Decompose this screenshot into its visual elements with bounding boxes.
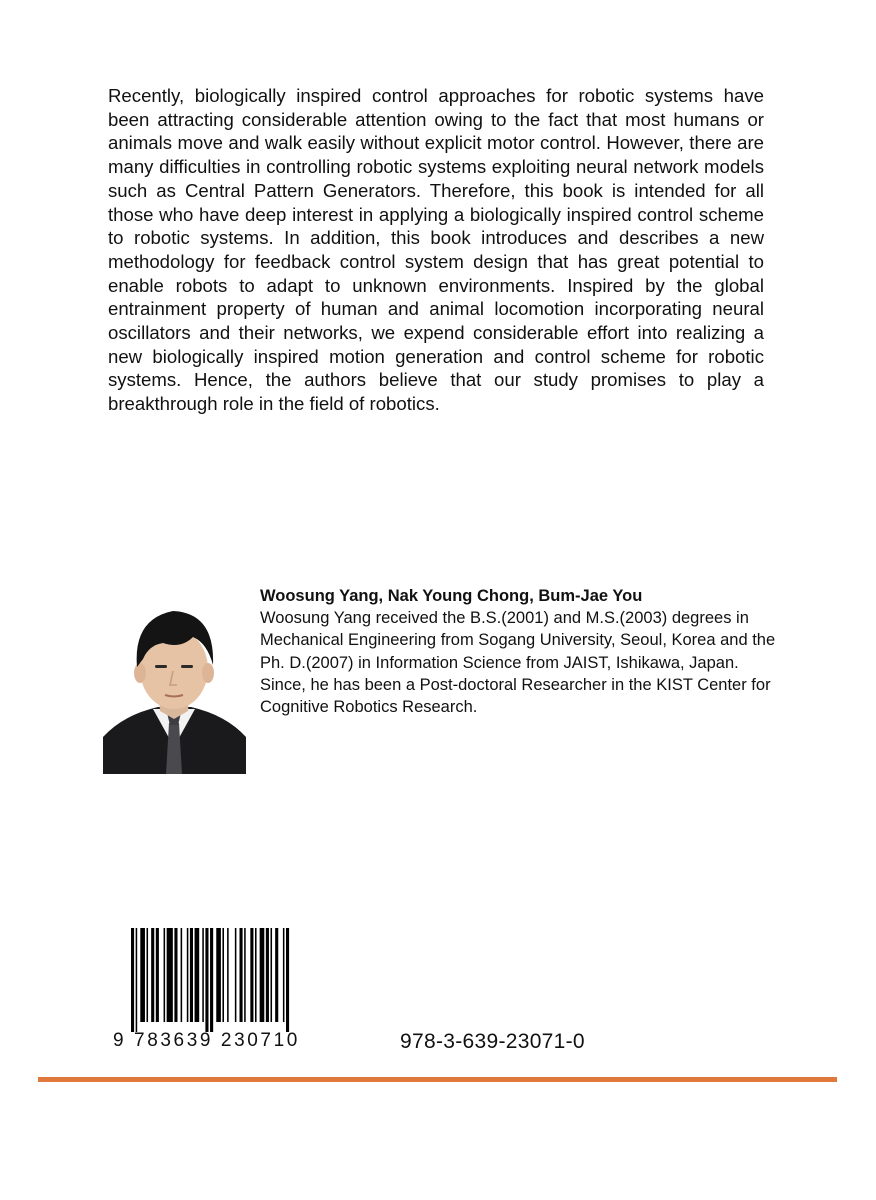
barcode-bar — [156, 928, 159, 1022]
barcode-bar — [174, 928, 177, 1022]
barcode-bar — [250, 928, 253, 1022]
barcode-bar — [195, 928, 200, 1022]
isbn-barcode — [113, 928, 363, 1058]
barcode-bar — [283, 928, 285, 1022]
isbn-number: 978-3-639-23071-0 — [400, 1030, 585, 1053]
barcode-bar — [227, 928, 229, 1022]
barcode-bar — [202, 928, 204, 1022]
barcode-bar — [205, 928, 208, 1032]
barcode-bar — [136, 928, 138, 1032]
barcode-bar — [216, 928, 221, 1022]
barcode-bar — [235, 928, 237, 1022]
author-photo — [103, 597, 246, 774]
barcode-bar — [140, 928, 145, 1022]
barcode-bar — [271, 928, 273, 1022]
barcode-digits: 9 783639 230710 — [113, 1030, 300, 1051]
barcode-bar — [187, 928, 189, 1022]
barcode-bar — [147, 928, 149, 1022]
barcode-bars — [113, 928, 363, 1032]
barcode-bar — [275, 928, 278, 1022]
barcode-bar — [266, 928, 269, 1022]
bottom-rule — [38, 1077, 837, 1082]
author-info — [260, 585, 780, 718]
barcode-bar — [164, 928, 166, 1022]
barcode-bar — [222, 928, 224, 1022]
barcode-bar — [131, 928, 134, 1032]
barcode-bar — [181, 928, 183, 1022]
barcode-bar — [190, 928, 193, 1022]
barcode-bar — [286, 928, 289, 1032]
barcode-bar — [210, 928, 213, 1032]
barcode-bar — [244, 928, 246, 1022]
barcode-bar — [255, 928, 257, 1022]
barcode-bar — [151, 928, 154, 1022]
barcode-bar — [260, 928, 265, 1022]
author-names: Woosung Yang, Nak Young Chong, Bum-Jae You — [260, 587, 643, 605]
back-cover-blurb: Recently, biologically inspired control approaches for robotic systems have been attracting considerable attention owing to the fact that most humans or animals move and walk easily without explicit motor control. However, there are many difficulties in controlling robotic systems exploiting neural network models such as Central Pattern Generators. Therefore, this book is intended for all those who have deep interest in applying a biologically inspired control scheme to robotic systems. In addition, this book introduces and describes a new methodology for feedback control system design that has great potential to enable robots to adapt to unknown environments. Inspired by the global entrainment property of human and animal locomotion incorporating neural oscillators and their networks, we expend considerable effort into realizing a new biologically inspired motion generation and control scheme for robotic systems. Hence, the authors believe that our study promises to play a breakthrough role in the field of robotics. — [108, 85, 764, 415]
barcode-bar — [240, 928, 243, 1022]
barcode-bar — [167, 928, 173, 1022]
author-bio: Woosung Yang received the B.S.(2001) and M.S.(2003) degrees in Mechanical Engineering from Sogang University, Seoul, Korea and the Ph. D.(2007) in Information Science from JAIST, Ishikawa, Japan. Since, he has been a Post-doctoral Researcher in the KIST Center for Cognitive Robotics Research. — [260, 609, 776, 717]
